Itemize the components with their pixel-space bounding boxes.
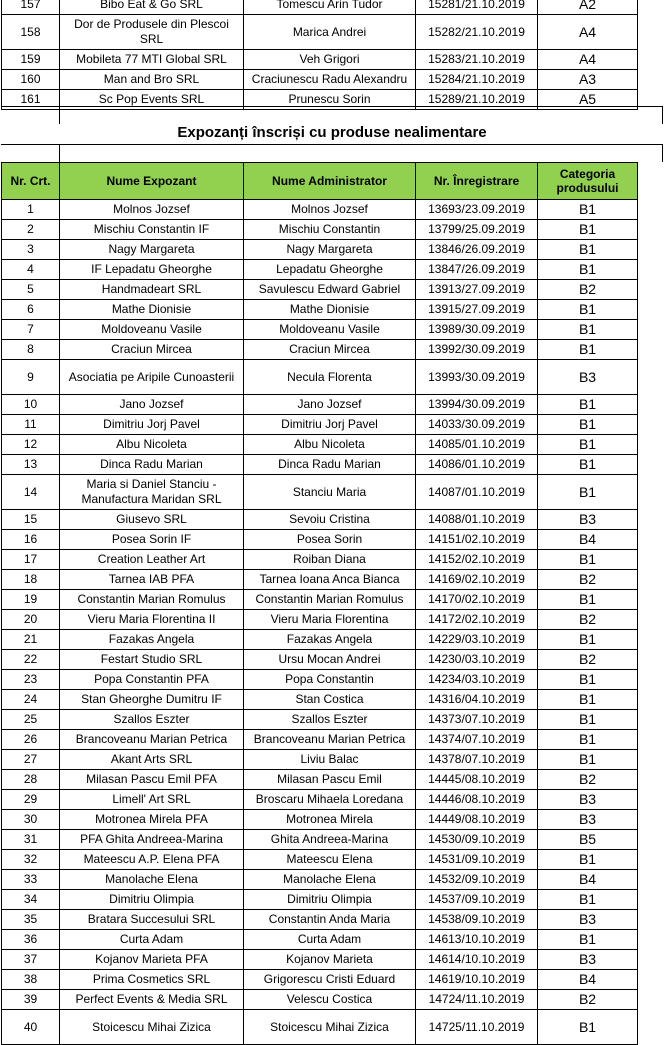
cell-expozant: IF Lepadatu Gheorghe bbox=[60, 260, 244, 280]
cell-categorie: B3 bbox=[538, 790, 638, 810]
cell-expozant: Giusevo SRL bbox=[60, 510, 244, 530]
cell-inregistrare: 14724/11.10.2019 bbox=[416, 990, 538, 1010]
grid-line bbox=[59, 144, 60, 162]
cell-categorie: B1 bbox=[538, 690, 638, 710]
cell-expozant: Mathe Dionisie bbox=[60, 300, 244, 320]
table-row bbox=[2, 810, 638, 830]
table-row bbox=[2, 870, 638, 890]
cell-categorie: B1 bbox=[538, 730, 638, 750]
cell-categorie: B2 bbox=[538, 770, 638, 790]
cell-categorie: B1 bbox=[538, 395, 638, 415]
table-row bbox=[2, 240, 638, 260]
cell-inregistrare: 14446/08.10.2019 bbox=[416, 790, 538, 810]
cell-administrator: Sevoiu Cristina bbox=[244, 510, 416, 530]
cell-categorie: B1 bbox=[538, 890, 638, 910]
table-row bbox=[2, 200, 638, 220]
cell-expozant: Akant Arts SRL bbox=[60, 750, 244, 770]
cell-administrator: Szallos Eszter bbox=[244, 710, 416, 730]
cell-administrator: Dimitriu Olimpia bbox=[244, 890, 416, 910]
cell-nr: 6 bbox=[2, 300, 60, 320]
cell-nr: 33 bbox=[2, 870, 60, 890]
table-row bbox=[2, 670, 638, 690]
cell-administrator: Brancoveanu Marian Petrica bbox=[244, 730, 416, 750]
cell-expozant: Brancoveanu Marian Petrica bbox=[60, 730, 244, 750]
cell-nr: 35 bbox=[2, 910, 60, 930]
cell-administrator: Tomescu Arin Tudor bbox=[244, 0, 416, 15]
grid-line bbox=[662, 144, 663, 162]
cell-administrator: Motronea Mirela bbox=[244, 810, 416, 830]
cell-categorie: B1 bbox=[538, 340, 638, 360]
cell-categorie: B4 bbox=[538, 870, 638, 890]
cell-administrator: Dimitriu Jorj Pavel bbox=[244, 415, 416, 435]
cell-nr: 5 bbox=[2, 280, 60, 300]
cell-categorie: B4 bbox=[538, 530, 638, 550]
cell-expozant: Motronea Mirela PFA bbox=[60, 810, 244, 830]
cell-inregistrare: 14316/04.10.2019 bbox=[416, 690, 538, 710]
cell-inregistrare: 13915/27.09.2019 bbox=[416, 300, 538, 320]
cell-administrator: Grigorescu Cristi Eduard bbox=[244, 970, 416, 990]
cell-categorie: B3 bbox=[538, 360, 638, 395]
cell-nr: 157 bbox=[2, 0, 60, 15]
cell-administrator: Posea Sorin bbox=[244, 530, 416, 550]
cell-inregistrare: 14373/07.10.2019 bbox=[416, 710, 538, 730]
table-row bbox=[2, 530, 638, 550]
cell-administrator: Constantin Anda Maria bbox=[244, 910, 416, 930]
cell-administrator: Velescu Costica bbox=[244, 990, 416, 1010]
cell-inregistrare: 14086/01.10.2019 bbox=[416, 455, 538, 475]
cell-expozant: Tarnea IAB PFA bbox=[60, 570, 244, 590]
table-row bbox=[2, 340, 638, 360]
cell-nr: 10 bbox=[2, 395, 60, 415]
table-row bbox=[2, 970, 638, 990]
cell-categorie: B1 bbox=[538, 240, 638, 260]
cell-administrator: Popa Constantin bbox=[244, 670, 416, 690]
cell-administrator: Molnos Jozsef bbox=[244, 200, 416, 220]
header-inregistrare: Nr. Înregistrare bbox=[416, 163, 538, 200]
cell-nr: 14 bbox=[2, 475, 60, 510]
cell-expozant: Constantin Marian Romulus bbox=[60, 590, 244, 610]
cell-categorie: B2 bbox=[538, 650, 638, 670]
cell-categorie: B1 bbox=[538, 260, 638, 280]
table-row bbox=[2, 475, 638, 510]
cell-administrator: Curta Adam bbox=[244, 930, 416, 950]
cell-expozant: Maria si Daniel Stanciu - Manufactura Maridan SRL bbox=[60, 475, 244, 510]
table-row bbox=[2, 435, 638, 455]
cell-expozant: Posea Sorin IF bbox=[60, 530, 244, 550]
cell-expozant: Vieru Maria Florentina II bbox=[60, 610, 244, 630]
table-row bbox=[2, 890, 638, 910]
cell-administrator: Mateescu Elena bbox=[244, 850, 416, 870]
table-row bbox=[2, 730, 638, 750]
table-row bbox=[2, 260, 638, 280]
cell-nr: 29 bbox=[2, 790, 60, 810]
cell-categorie: B1 bbox=[538, 220, 638, 240]
cell-expozant: Bratara Succesului SRL bbox=[60, 910, 244, 930]
cell-administrator: Lepadatu Gheorghe bbox=[244, 260, 416, 280]
cell-inregistrare: 13913/27.09.2019 bbox=[416, 280, 538, 300]
table-row bbox=[2, 550, 638, 570]
cell-expozant: Mischiu Constantin IF bbox=[60, 220, 244, 240]
cell-categorie: B1 bbox=[538, 300, 638, 320]
table-row bbox=[2, 770, 638, 790]
table-row bbox=[2, 570, 638, 590]
cell-expozant: Limell' Art SRL bbox=[60, 790, 244, 810]
cell-inregistrare: 14725/11.10.2019 bbox=[416, 1010, 538, 1045]
header-categorie: Categoria produsului bbox=[538, 163, 638, 200]
table-row bbox=[2, 15, 638, 50]
cell-administrator: Broscaru Mihaela Loredana bbox=[244, 790, 416, 810]
cell-administrator: Dinca Radu Marian bbox=[244, 455, 416, 475]
cell-categorie: B1 bbox=[538, 710, 638, 730]
cell-inregistrare: 14538/09.10.2019 bbox=[416, 910, 538, 930]
section-title: Expozanți înscriși cu produse nealimentare bbox=[177, 124, 487, 141]
cell-inregistrare: 14151/02.10.2019 bbox=[416, 530, 538, 550]
table-row bbox=[2, 990, 638, 1010]
cell-nr: 161 bbox=[2, 90, 60, 110]
cell-administrator: Stanciu Maria bbox=[244, 475, 416, 510]
cell-nr: 37 bbox=[2, 950, 60, 970]
cell-expozant: Prima Cosmetics SRL bbox=[60, 970, 244, 990]
cell-inregistrare: 13847/26.09.2019 bbox=[416, 260, 538, 280]
cell-inregistrare: 13693/23.09.2019 bbox=[416, 200, 538, 220]
cell-expozant: Fazakas Angela bbox=[60, 630, 244, 650]
cell-inregistrare: 14614/10.10.2019 bbox=[416, 950, 538, 970]
cell-administrator: Liviu Balac bbox=[244, 750, 416, 770]
cell-inregistrare: 14087/01.10.2019 bbox=[416, 475, 538, 510]
table-row bbox=[2, 930, 638, 950]
cell-categorie: B2 bbox=[538, 610, 638, 630]
cell-expozant: Dor de Produsele din Plescoi SRL bbox=[60, 15, 244, 50]
cell-categorie: A5 bbox=[538, 90, 638, 110]
cell-categorie: B1 bbox=[538, 415, 638, 435]
cell-inregistrare: 14530/09.10.2019 bbox=[416, 830, 538, 850]
table-row bbox=[2, 650, 638, 670]
cell-administrator: Albu Nicoleta bbox=[244, 435, 416, 455]
cell-categorie: B1 bbox=[538, 630, 638, 650]
grid-line bbox=[59, 106, 60, 124]
cell-administrator: Savulescu Edward Gabriel bbox=[244, 280, 416, 300]
cell-inregistrare: 14445/08.10.2019 bbox=[416, 770, 538, 790]
cell-nr: 34 bbox=[2, 890, 60, 910]
table-row bbox=[2, 300, 638, 320]
cell-expozant: Kojanov Marieta PFA bbox=[60, 950, 244, 970]
header-expozant: Nume Expozant bbox=[60, 163, 244, 200]
cell-inregistrare: 14085/01.10.2019 bbox=[416, 435, 538, 455]
cell-administrator: Vieru Maria Florentina bbox=[244, 610, 416, 630]
table-row bbox=[2, 790, 638, 810]
table-row bbox=[2, 910, 638, 930]
cell-categorie: B1 bbox=[538, 200, 638, 220]
cell-inregistrare: 15284/21.10.2019 bbox=[416, 70, 538, 90]
cell-nr: 20 bbox=[2, 610, 60, 630]
cell-nr: 38 bbox=[2, 970, 60, 990]
section-divider-line bbox=[1, 106, 663, 107]
table-row bbox=[2, 950, 638, 970]
cell-administrator: Marica Andrei bbox=[244, 15, 416, 50]
cell-categorie: B1 bbox=[538, 670, 638, 690]
cell-inregistrare: 14152/02.10.2019 bbox=[416, 550, 538, 570]
table-row bbox=[2, 630, 638, 650]
cell-nr: 30 bbox=[2, 810, 60, 830]
cell-categorie: B3 bbox=[538, 810, 638, 830]
header-admin: Nume Administrator bbox=[244, 163, 416, 200]
cell-inregistrare: 14378/07.10.2019 bbox=[416, 750, 538, 770]
cell-expozant: Molnos Jozsef bbox=[60, 200, 244, 220]
cell-nr: 26 bbox=[2, 730, 60, 750]
table-row bbox=[2, 280, 638, 300]
cell-nr: 8 bbox=[2, 340, 60, 360]
cell-inregistrare: 14532/09.10.2019 bbox=[416, 870, 538, 890]
cell-inregistrare: 14449/08.10.2019 bbox=[416, 810, 538, 830]
cell-expozant: Manolache Elena bbox=[60, 870, 244, 890]
cell-categorie: B2 bbox=[538, 990, 638, 1010]
cell-categorie: B1 bbox=[538, 1010, 638, 1045]
cell-categorie: A2 bbox=[538, 0, 638, 15]
cell-expozant: Szallos Eszter bbox=[60, 710, 244, 730]
cell-inregistrare: 13989/30.09.2019 bbox=[416, 320, 538, 340]
cell-administrator: Jano Jozsef bbox=[244, 395, 416, 415]
cell-expozant: Handmadeart SRL bbox=[60, 280, 244, 300]
cell-administrator: Ursu Mocan Andrei bbox=[244, 650, 416, 670]
table-row bbox=[2, 50, 638, 70]
cell-categorie: A4 bbox=[538, 15, 638, 50]
cell-nr: 27 bbox=[2, 750, 60, 770]
cell-administrator: Roiban Diana bbox=[244, 550, 416, 570]
table-body bbox=[2, 200, 638, 1045]
cell-nr: 18 bbox=[2, 570, 60, 590]
table-row bbox=[2, 395, 638, 415]
cell-inregistrare: 14033/30.09.2019 bbox=[416, 415, 538, 435]
cell-nr: 32 bbox=[2, 850, 60, 870]
cell-inregistrare: 14234/03.10.2019 bbox=[416, 670, 538, 690]
cell-nr: 4 bbox=[2, 260, 60, 280]
table-row bbox=[2, 360, 638, 395]
cell-administrator: Ghita Andreea-Marina bbox=[244, 830, 416, 850]
cell-categorie: B1 bbox=[538, 475, 638, 510]
cell-expozant: Curta Adam bbox=[60, 930, 244, 950]
table-row bbox=[2, 610, 638, 630]
cell-inregistrare: 15283/21.10.2019 bbox=[416, 50, 538, 70]
top-exhibitor-table bbox=[1, 0, 638, 110]
cell-nr: 158 bbox=[2, 15, 60, 50]
cell-nr: 25 bbox=[2, 710, 60, 730]
cell-nr: 1 bbox=[2, 200, 60, 220]
cell-inregistrare: 13992/30.09.2019 bbox=[416, 340, 538, 360]
cell-categorie: B1 bbox=[538, 435, 638, 455]
cell-expozant: Festart Studio SRL bbox=[60, 650, 244, 670]
cell-administrator: Necula Florenta bbox=[244, 360, 416, 395]
cell-categorie: B5 bbox=[538, 830, 638, 850]
cell-expozant: Sc Pop Events SRL bbox=[60, 90, 244, 110]
table-row bbox=[2, 750, 638, 770]
cell-administrator: Mathe Dionisie bbox=[244, 300, 416, 320]
cell-administrator: Craciunescu Radu Alexandru bbox=[244, 70, 416, 90]
cell-nr: 3 bbox=[2, 240, 60, 260]
table-row bbox=[2, 70, 638, 90]
cell-categorie: B1 bbox=[538, 320, 638, 340]
cell-administrator: Mischiu Constantin bbox=[244, 220, 416, 240]
table-row bbox=[2, 0, 638, 15]
cell-nr: 17 bbox=[2, 550, 60, 570]
cell-administrator: Fazakas Angela bbox=[244, 630, 416, 650]
table-row bbox=[2, 1010, 638, 1045]
cell-expozant: Dinca Radu Marian bbox=[60, 455, 244, 475]
cell-inregistrare: 14229/03.10.2019 bbox=[416, 630, 538, 650]
cell-inregistrare: 14169/02.10.2019 bbox=[416, 570, 538, 590]
cell-nr: 2 bbox=[2, 220, 60, 240]
cell-nr: 31 bbox=[2, 830, 60, 850]
cell-nr: 22 bbox=[2, 650, 60, 670]
cell-nr: 13 bbox=[2, 455, 60, 475]
cell-inregistrare: 15289/21.10.2019 bbox=[416, 90, 538, 110]
cell-expozant: Craciun Mircea bbox=[60, 340, 244, 360]
table-row bbox=[2, 690, 638, 710]
cell-categorie: B1 bbox=[538, 550, 638, 570]
cell-expozant: Creation Leather Art bbox=[60, 550, 244, 570]
cell-nr: 12 bbox=[2, 435, 60, 455]
cell-nr: 39 bbox=[2, 990, 60, 1010]
cell-nr: 28 bbox=[2, 770, 60, 790]
cell-inregistrare: 15281/21.10.2019 bbox=[416, 0, 538, 15]
section-divider-line bbox=[1, 144, 663, 145]
cell-nr: 36 bbox=[2, 930, 60, 950]
cell-nr: 160 bbox=[2, 70, 60, 90]
cell-expozant: Mobileta 77 MTI Global SRL bbox=[60, 50, 244, 70]
cell-expozant: Man and Bro SRL bbox=[60, 70, 244, 90]
cell-categorie: B2 bbox=[538, 570, 638, 590]
cell-administrator: Stan Costica bbox=[244, 690, 416, 710]
cell-inregistrare: 14230/03.10.2019 bbox=[416, 650, 538, 670]
cell-categorie: B3 bbox=[538, 950, 638, 970]
cell-expozant: PFA Ghita Andreea-Marina bbox=[60, 830, 244, 850]
cell-administrator: Tarnea Ioana Anca Bianca bbox=[244, 570, 416, 590]
cell-categorie: B1 bbox=[538, 590, 638, 610]
cell-nr: 7 bbox=[2, 320, 60, 340]
cell-categorie: A3 bbox=[538, 70, 638, 90]
table-row bbox=[2, 320, 638, 340]
table-row bbox=[2, 850, 638, 870]
table-row bbox=[2, 510, 638, 530]
cell-inregistrare: 14537/09.10.2019 bbox=[416, 890, 538, 910]
table-row bbox=[2, 455, 638, 475]
cell-inregistrare: 14613/10.10.2019 bbox=[416, 930, 538, 950]
cell-inregistrare: 14088/01.10.2019 bbox=[416, 510, 538, 530]
table-row bbox=[2, 220, 638, 240]
cell-inregistrare: 14531/09.10.2019 bbox=[416, 850, 538, 870]
header-nr: Nr. Crt. bbox=[2, 163, 60, 200]
exhibitor-table bbox=[1, 162, 638, 1045]
cell-categorie: B2 bbox=[538, 280, 638, 300]
cell-nr: 11 bbox=[2, 415, 60, 435]
cell-expozant: Asociatia pe Aripile Cunoasterii bbox=[60, 360, 244, 395]
cell-administrator: Moldoveanu Vasile bbox=[244, 320, 416, 340]
cell-administrator: Kojanov Marieta bbox=[244, 950, 416, 970]
cell-nr: 23 bbox=[2, 670, 60, 690]
cell-inregistrare: 13846/26.09.2019 bbox=[416, 240, 538, 260]
cell-inregistrare: 13994/30.09.2019 bbox=[416, 395, 538, 415]
cell-expozant: Dimitriu Jorj Pavel bbox=[60, 415, 244, 435]
table-row bbox=[2, 830, 638, 850]
cell-categorie: B1 bbox=[538, 850, 638, 870]
cell-nr: 16 bbox=[2, 530, 60, 550]
cell-expozant: Popa Constantin PFA bbox=[60, 670, 244, 690]
cell-inregistrare: 14619/10.10.2019 bbox=[416, 970, 538, 990]
cell-expozant: Jano Jozsef bbox=[60, 395, 244, 415]
grid-line bbox=[662, 106, 663, 124]
cell-categorie: A4 bbox=[538, 50, 638, 70]
cell-categorie: B1 bbox=[538, 750, 638, 770]
cell-inregistrare: 13799/25.09.2019 bbox=[416, 220, 538, 240]
cell-nr: 40 bbox=[2, 1010, 60, 1045]
cell-expozant: Perfect Events & Media SRL bbox=[60, 990, 244, 1010]
cell-administrator: Veh Grigori bbox=[244, 50, 416, 70]
cell-administrator: Craciun Mircea bbox=[244, 340, 416, 360]
cell-nr: 9 bbox=[2, 360, 60, 395]
cell-inregistrare: 14374/07.10.2019 bbox=[416, 730, 538, 750]
cell-nr: 15 bbox=[2, 510, 60, 530]
cell-expozant: Moldoveanu Vasile bbox=[60, 320, 244, 340]
cell-expozant: Bibo Eat & Go SRL bbox=[60, 0, 244, 15]
cell-expozant: Stan Gheorghe Dumitru IF bbox=[60, 690, 244, 710]
cell-categorie: B4 bbox=[538, 970, 638, 990]
cell-administrator: Nagy Margareta bbox=[244, 240, 416, 260]
cell-categorie: B1 bbox=[538, 930, 638, 950]
cell-inregistrare: 14170/02.10.2019 bbox=[416, 590, 538, 610]
cell-inregistrare: 14172/02.10.2019 bbox=[416, 610, 538, 630]
cell-inregistrare: 15282/21.10.2019 bbox=[416, 15, 538, 50]
cell-expozant: Stoicescu Mihai Zizica bbox=[60, 1010, 244, 1045]
cell-inregistrare: 13993/30.09.2019 bbox=[416, 360, 538, 395]
cell-nr: 24 bbox=[2, 690, 60, 710]
cell-administrator: Manolache Elena bbox=[244, 870, 416, 890]
cell-nr: 19 bbox=[2, 590, 60, 610]
cell-categorie: B3 bbox=[538, 510, 638, 530]
table-row bbox=[2, 590, 638, 610]
cell-administrator: Prunescu Sorin bbox=[244, 90, 416, 110]
cell-expozant: Albu Nicoleta bbox=[60, 435, 244, 455]
top-table-body bbox=[2, 0, 638, 110]
cell-nr: 21 bbox=[2, 630, 60, 650]
cell-categorie: B3 bbox=[538, 910, 638, 930]
cell-categorie: B1 bbox=[538, 455, 638, 475]
cell-administrator: Constantin Marian Romulus bbox=[244, 590, 416, 610]
cell-expozant: Mateescu A.P. Elena PFA bbox=[60, 850, 244, 870]
cell-nr: 159 bbox=[2, 50, 60, 70]
cell-administrator: Milasan Pascu Emil bbox=[244, 770, 416, 790]
cell-expozant: Milasan Pascu Emil PFA bbox=[60, 770, 244, 790]
table-row bbox=[2, 415, 638, 435]
cell-expozant: Dimitriu Olimpia bbox=[60, 890, 244, 910]
table-row bbox=[2, 710, 638, 730]
cell-administrator: Stoicescu Mihai Zizica bbox=[244, 1010, 416, 1045]
table-header-row bbox=[2, 163, 638, 200]
cell-expozant: Nagy Margareta bbox=[60, 240, 244, 260]
